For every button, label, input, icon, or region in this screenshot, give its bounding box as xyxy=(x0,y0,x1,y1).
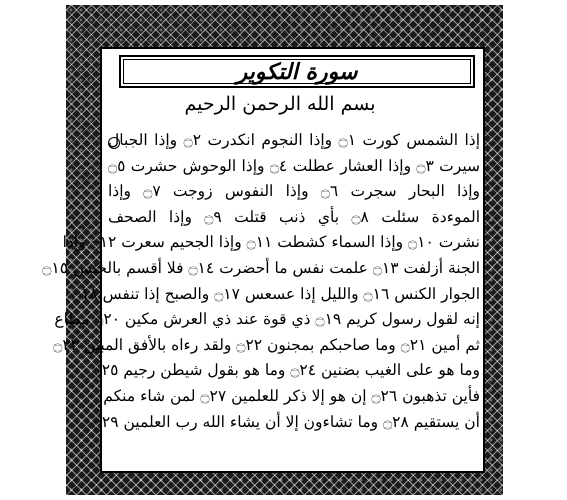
verse-line: ثم أمين ۝٢١ وما صاحبكم بمجنون ۝٢٢ ولقد رءاه بالأفق المبين ۝٢٣ xyxy=(53,335,480,354)
basmala: بسم الله الرحمن الرحيم xyxy=(184,93,376,115)
verses-block xyxy=(42,128,480,468)
verse-line: الموءدة سئلت ۝٨ بأي ذنب قتلت ۝٩ وإذا الصحف xyxy=(108,207,480,226)
surah-title: سورة التكوير xyxy=(236,58,358,85)
verse-line: وإذا البحار سجرت ۝٦ وإذا النفوس زوجت ۝٧ وإذا xyxy=(108,182,480,201)
verse-line: نشرت ۝١٠ وإذا السماء كشطت ۝١١ وإذا الجحيم سعرت ۝١٢ وإذا xyxy=(62,233,480,252)
verse-line: الجوار الكنس ۝١٦ والليل إذا عسعس ۝١٧ والصبح إذا تنفس ۝١٨ xyxy=(72,284,480,303)
verse-line: الجنة أزلفت ۝١٣ علمت نفس ما أحضرت ۝١٤ فلا أقسم بالخنس ۝١٥ xyxy=(42,258,480,277)
surah-title-box xyxy=(119,55,475,88)
verse-line: أن يستقيم ۝٢٨ وما تشاءون إلا أن يشاء الله رب العلمين ۝٢٩ xyxy=(92,412,480,431)
verse-line: إنه لقول رسول كريم ۝١٩ ذي قوة عند ذي العرش مكين ۝٢٠ مطاع xyxy=(54,310,480,329)
verse-line: سيرت ۝٣ وإذا العشار عطلت ۝٤ وإذا الوحوش حشرت ۝٥ xyxy=(108,156,480,175)
verse-line: إذا الشمس كورت ۝١ وإذا النجوم انكدرت ۝٢ وإذا الجبال xyxy=(108,131,480,149)
verse-line: وما هو على الغيب بضنين ۝٢٤ وما هو بقول شيطن رجيم ۝٢٥ xyxy=(92,361,480,380)
verse-line: فأين تذهبون ۝٢٦ إن هو إلا ذكر للعلمين ۝٢٧ لمن شاء منكم xyxy=(103,386,480,405)
